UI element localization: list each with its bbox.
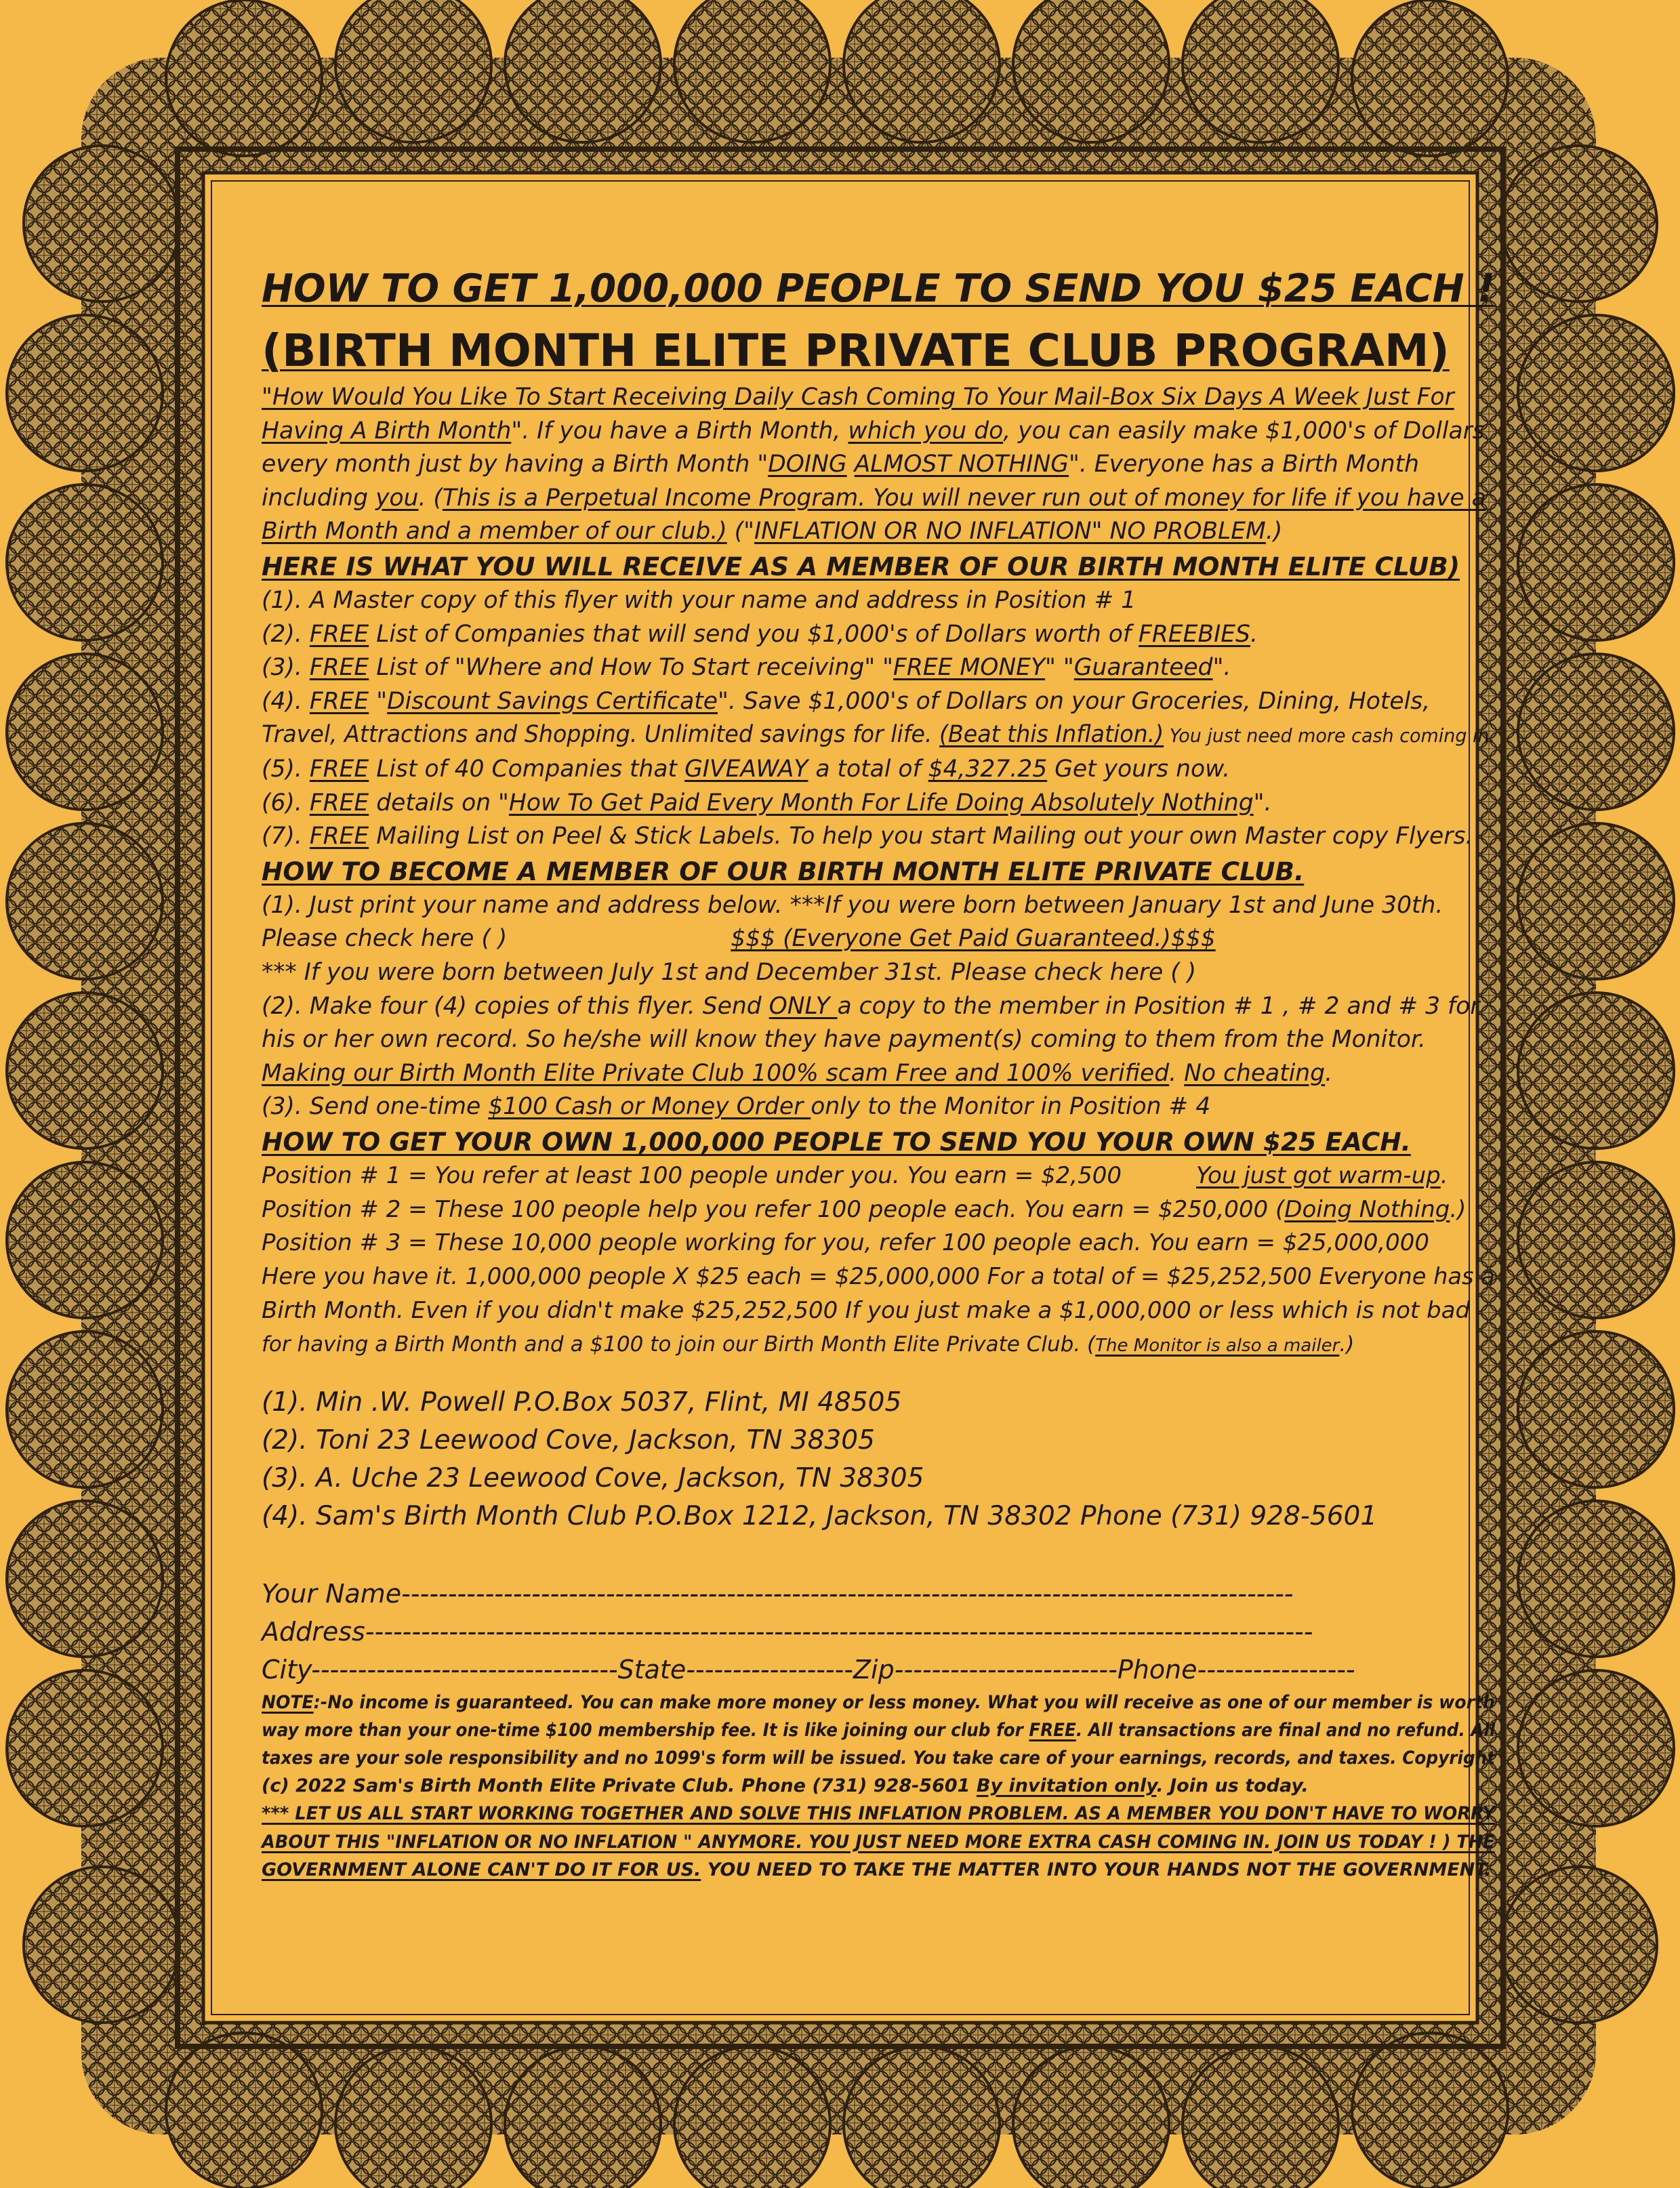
list-item: (7). FREE Mailing List on Peel & Stick Labels. To help you start Mailing out your own Master copy Flyers. bbox=[262, 823, 1473, 850]
earnings-breakdown: Position # 1 = You refer at least 100 people under you. You earn = $2,500 You just got warm-up. Position # 2 = These 100 people help you refer 100 people each. You earn = $250,000 (Doing Nothing.) Position # 3 = These 10,000 people working for you, refer 100 people each. You earn = $25,000,000 Here you have it. 1,000,000 people X $25 each = $25,000,000 For a total of = $25,252,500 Everyone has a Birth Month. Even if you didn't make $25,252,500 If you just make a $1,000,000 or less which is not bad for having a Birth Month and a $100 to join our Birth Month Elite Private Club. (The Monitor is also a mailer.) bbox=[262, 1161, 1495, 1357]
address-field[interactable]: Address------------------------------------------------------------------------------------------------------ bbox=[262, 1616, 1313, 1647]
check-july-december[interactable]: *** If you were born between July 1st and December 31st. Please check here ( ) bbox=[262, 958, 1197, 986]
check-january-june[interactable]: Please check here ( ) bbox=[262, 925, 508, 953]
disclaimer-note: NOTE:-No income is guaranteed. You can make more money or less money. What you will receive as one of our member is worth way more than your one-time $100 membership fee. It is like joining our club for FREE. All transactions are final and no refund. All taxes are your sole responsibility and no 1099's form will be issued. You take care of your earnings, records, and taxes. Copyright (c) 2022 Sam's Birth Month Elite Private Club. Phone (731) 928-5601 By invitation only. Join us today. *** LET US ALL START WORKING TOGETHER AND SOLVE THIS INFLATION PROBLEM. AS A MEMBER YOU DON'T HAVE TO WORRY ABOUT THIS "INFLATION OR NO INFLATION " ANYMORE. YOU JUST NEED MORE EXTRA CASH COMING IN. JOIN US TODAY ! ) THE GOVERNMENT ALONE CAN'T DO IT FOR US. YOU NEED TO TAKE THE MATTER INTO YOUR HANDS NOT THE GOVERNMENT. bbox=[262, 1691, 1496, 1880]
address-position-4: (4). Sam's Birth Month Club P.O.Box 1212, Jackson, TN 38302 Phone (731) 928-5601 bbox=[262, 1500, 1378, 1531]
list-item: (1). A Master copy of this flyer with your name and address in Position # 1 bbox=[262, 586, 1136, 614]
receive-heading: HERE IS WHAT YOU WILL RECEIVE AS A MEMBER OF OUR BIRTH MONTH ELITE CLUB) bbox=[262, 551, 1460, 581]
address-position-3: (3). A. Uche 23 Leewood Cove, Jackson, TN 38305 bbox=[262, 1462, 924, 1493]
address-position-2: (2). Toni 23 Leewood Cove, Jackson, TN 38305 bbox=[262, 1424, 875, 1456]
flyer-content bbox=[262, 256, 1495, 1884]
list-item: (3). FREE List of "Where and How To Start receiving" "FREE MONEY" "Guaranteed". bbox=[262, 654, 1231, 682]
list-item: (5). FREE List of 40 Companies that GIVEAWAY a total of $4,327.25 Get yours now. bbox=[262, 755, 1231, 783]
name-field[interactable]: Your Name------------------------------------------------------------------------------------------------ bbox=[262, 1578, 1294, 1609]
steps-list: (1). Just print your name and address below. ***If you were born between January 1st and June 30th. Please check here ( ) $$$ (Everyone Get Paid Guaranteed.)$$$ *** If you were born between July 1st and December 31st. Please check here ( ) (2). Make four (4) copies of this flyer. Send ONLY a copy to the member in Position # 1 , # 2 and # 3 for his or her own record. So he/she will know they have payment(s) coming to them from the Monitor. Making our Birth Month Elite Private Club 100% scam Free and 100% verified. No cheating. (3). Send one-time $100 Cash or Money Order only to the Monitor in Position # 4 bbox=[262, 891, 1480, 1121]
list-item: (4). FREE "Discount Savings Certificate". Save $1,000's of Dollars on your Groceries, Dining, Hotels, bbox=[262, 687, 1431, 715]
signup-form bbox=[262, 1575, 1495, 1689]
member-address-list bbox=[262, 1384, 1495, 1535]
become-heading: HOW TO BECOME A MEMBER OF OUR BIRTH MONTH ELITE PRIVATE CLUB. bbox=[262, 856, 1305, 886]
intro-paragraph: "How Would You Like To Start Receiving Daily Cash Coming To Your Mail-Box Six Days A Week Just For Having A Birth Month". If you have a Birth Month, which you do, you can easily make $1,000's of Dollars every month just by having a Birth Month "DOING ALMOST NOTHING". Everyone has a Birth Month including you. (This is a Perpetual Income Program. You will never run out of money for life if you have a Birth Month and a member of our club.) ("INFLATION OR NO INFLATION" NO PROBLEM.) bbox=[262, 384, 1486, 545]
subheadline: (BIRTH MONTH ELITE PRIVATE CLUB PROGRAM) bbox=[262, 325, 1450, 377]
city-state-zip-phone-field[interactable]: City---------------------------------State------------------Zip------------------------Phone----------------- bbox=[262, 1654, 1355, 1685]
list-item: (2). FREE List of Companies that will send you $1,000's of Dollars worth of FREEBIES. bbox=[262, 620, 1258, 648]
own-heading: HOW TO GET YOUR OWN 1,000,000 PEOPLE TO SEND YOU YOUR OWN $25 EACH. bbox=[262, 1126, 1411, 1157]
address-position-1: (1). Min .W. Powell P.O.Box 5037, Flint, MI 48505 bbox=[262, 1386, 902, 1418]
benefits-list: (1). A Master copy of this flyer with your name and address in Position # 1 (2). FREE List of Companies that will send you $1,000's of Dollars worth of FREEBIES. (3). FREE List of "Where and How To Start receiving" "FREE MONEY" "Guaranteed". (4). FREE "Discount Savings Certificate". Save $1,000's of Dollars on your Groceries, Dining, Hotels, Travel, Attractions and Shopping. Unlimited savings for life. (Beat this Inflation.) You just need more cash coming in. (5). FREE List of 40 Companies that GIVEAWAY a total of $4,327.25 Get yours now. (6). FREE details on "How To Get Paid Every Month For Life Doing Absolutely Nothing". (7). FREE Mailing List on Peel & Stick Labels. To help you start Mailing out your own Master copy Flyers. bbox=[262, 584, 1495, 854]
list-item: (6). FREE details on "How To Get Paid Every Month For Life Doing Absolutely Nothing". bbox=[262, 789, 1272, 817]
headline: HOW TO GET 1,000,000 PEOPLE TO SEND YOU $25 EACH ! bbox=[262, 266, 1495, 311]
